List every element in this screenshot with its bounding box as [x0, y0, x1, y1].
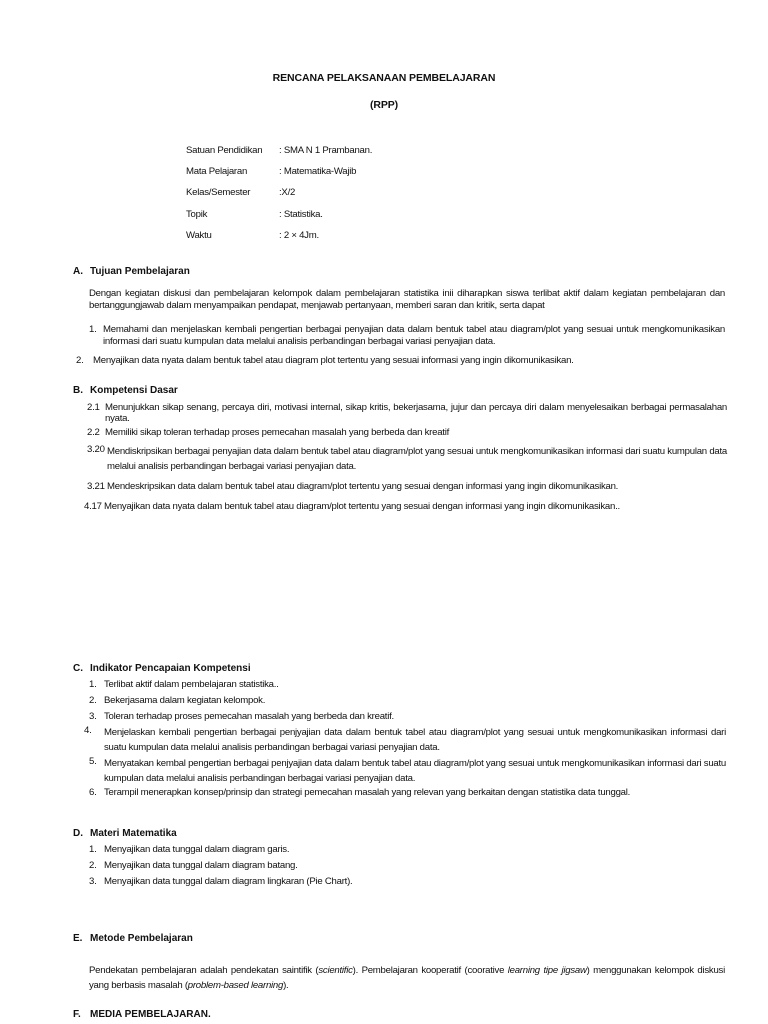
emphasis-text: problem-based learning	[187, 980, 284, 991]
identity-value: : Matematika-Wajib	[279, 166, 357, 177]
item-number: 3.	[89, 876, 97, 887]
item-number: 6.	[89, 787, 97, 798]
identity-value: :X/2	[279, 187, 296, 198]
section-title: Metode Pembelajaran	[90, 933, 193, 944]
section-letter: A.	[73, 266, 83, 277]
identity-value: : 2 × 4Jm.	[279, 230, 319, 241]
paragraph-text: ).	[283, 980, 289, 991]
identity-row	[186, 166, 586, 180]
section-d-heading	[73, 828, 177, 839]
item-text: Menyajikan data tunggal dalam diagram batang.	[104, 860, 298, 871]
identity-row	[186, 230, 586, 244]
item-number: 3.21	[87, 481, 105, 492]
identity-key: Mata Pelajaran	[186, 166, 248, 177]
item-number: 5.	[89, 756, 97, 767]
item-number: 3.	[89, 711, 97, 722]
section-e-paragraph	[89, 963, 725, 993]
paragraph-text: ) menggunakan kelompok diskusi yang berbasis masalah (	[89, 965, 725, 991]
section-e-heading	[73, 933, 193, 944]
identity-row	[186, 187, 586, 201]
section-title: Tujuan Pembelajaran	[90, 266, 190, 277]
item-text: Terampil menerapkan konsep/prinsip dan strategi pemecahan masalah yang relevan yang berkaitan dengan statistika data tunggal.	[104, 787, 631, 798]
section-letter: B.	[73, 385, 83, 396]
item-text: Memahami dan menjelaskan kembali pengertian berbagai penyajian data dalam bentuk tabel atau diagram/plot yang sesuai untuk mengkomunikasikan informasi dari suatu kumpulan data melalui analisis perbandingan berbagai variasi penyajian data.	[103, 324, 725, 347]
item-text: Menyajikan data nyata dalam bentuk tabel atau diagram/plot tertentu yang sesuai dengan informasi yang ingin dikomunikasikan..	[104, 501, 620, 512]
section-letter: C.	[73, 663, 83, 674]
item-text: Menyajikan data nyata dalam bentuk tabel atau diagram plot tertentu yang sesuai informasi yang ingin dikomunikasikan.	[93, 355, 574, 366]
item-number: 4.17	[84, 501, 102, 512]
section-a-intro: Dengan kegiatan diskusi dan pembelajaran kelompok dalam pembelajaran statistika inii diharapkan siswa terlibat aktif dalam kegiatan pembelajaran dan bertanggungjawab dalam menyampaikan pendapat, menjawab pertanyaan, memberi saran dan kritik, serta dapat	[89, 288, 725, 311]
identity-key: Waktu	[186, 230, 212, 241]
item-number: 2.1	[87, 402, 100, 413]
section-f-heading	[73, 1009, 211, 1020]
item-number: 4.	[84, 725, 92, 736]
paragraph-text: Pendekatan pembelajaran adalah pendekatan saintifik (	[89, 965, 319, 976]
item-number: 3.20	[87, 444, 105, 455]
item-text: Menyajikan data tunggal dalam diagram garis.	[104, 844, 290, 855]
identity-value: : Statistika.	[279, 209, 323, 220]
emphasis-text: scientific	[318, 965, 353, 976]
item-number: 2.	[76, 355, 84, 366]
identity-value: : SMA N 1 Prambanan.	[279, 145, 373, 156]
section-letter: E.	[73, 933, 83, 944]
section-title: Materi Matematika	[90, 828, 177, 839]
identity-key: Satuan Pendidikan	[186, 145, 263, 156]
section-title: Indikator Pencapaian Kompetensi	[90, 663, 251, 674]
item-number: 2.	[89, 860, 97, 871]
section-title: MEDIA PEMBELAJARAN.	[90, 1009, 211, 1020]
section-b-heading	[73, 385, 178, 396]
item-number: 1.	[89, 844, 97, 855]
section-letter: D.	[73, 828, 83, 839]
item-text: Terlibat aktif dalam pembelajaran statistika..	[104, 679, 279, 690]
identity-row	[186, 209, 586, 223]
paragraph-text: ). Pembelajaran kooperatif (coorative	[352, 965, 508, 976]
section-letter: F.	[73, 1009, 81, 1020]
item-text: Menjelaskan kembali pengertian berbagai penjyajian data dalam bentuk tabel atau diagram/plot yang sesuai untuk mengkomunikasikan informasi dari suatu kumpulan data melalui analisis perbandingan berbagai variasi penyajian data.	[104, 727, 726, 753]
item-text: Bekerjasama dalam kegiatan kelompok.	[104, 695, 266, 706]
item-number: 2.	[89, 695, 97, 706]
item-number: 1.	[89, 324, 97, 335]
item-number: 1.	[89, 679, 97, 690]
section-title: Kompetensi Dasar	[90, 385, 178, 396]
item-text: Mendiskripsikan berbagai penyajian data dalam bentuk tabel atau diagram/plot yang sesuai untuk mengkomunikasikan informasi dari suatu kumpulan data melalui analisis perbandingan berbagai variasi penyajian data.	[107, 446, 727, 472]
document-title: RENCANA PELAKSANAAN PEMBELAJARAN	[272, 72, 496, 84]
item-text: Menyatakan kembal pengertian berbagai penjyajian data dalam bentuk tabel atau diagram/plot yang sesuai untuk mengkomunikasikan informasi dari suatu kumpulan data melalui analisis perbandingan berbagai variasi penyajian data.	[104, 758, 726, 784]
item-text: Memiliki sikap toleran terhadap proses pemecahan masalah yang berbeda dan kreatif	[105, 427, 449, 438]
item-text: Mendeskripsikan data dalam bentuk tabel atau diagram/plot tertentu yang sesuai dengan informasi yang ingin dikomunikasikan.	[107, 481, 619, 492]
identity-key: Kelas/Semester	[186, 187, 251, 198]
document-subtitle: (RPP)	[369, 99, 399, 111]
item-text: Menunjukkan sikap senang, percaya diri, motivasi internal, sikap kritis, bekerjasama, jujur dan percaya diri dalam menyelesaikan berbagai permasalahan nyata.	[105, 402, 727, 424]
item-text: Menyajikan data tunggal dalam diagram lingkaran (Pie Chart).	[104, 876, 353, 887]
item-number: 2.2	[87, 427, 100, 438]
section-a-heading	[73, 266, 190, 277]
section-c-heading	[73, 663, 251, 674]
emphasis-text: learning tipe jigsaw	[507, 965, 587, 976]
identity-row	[186, 145, 586, 159]
identity-key: Topik	[186, 209, 208, 220]
item-text: Toleran terhadap proses pemecahan masalah yang berbeda dan kreatif.	[104, 711, 394, 722]
